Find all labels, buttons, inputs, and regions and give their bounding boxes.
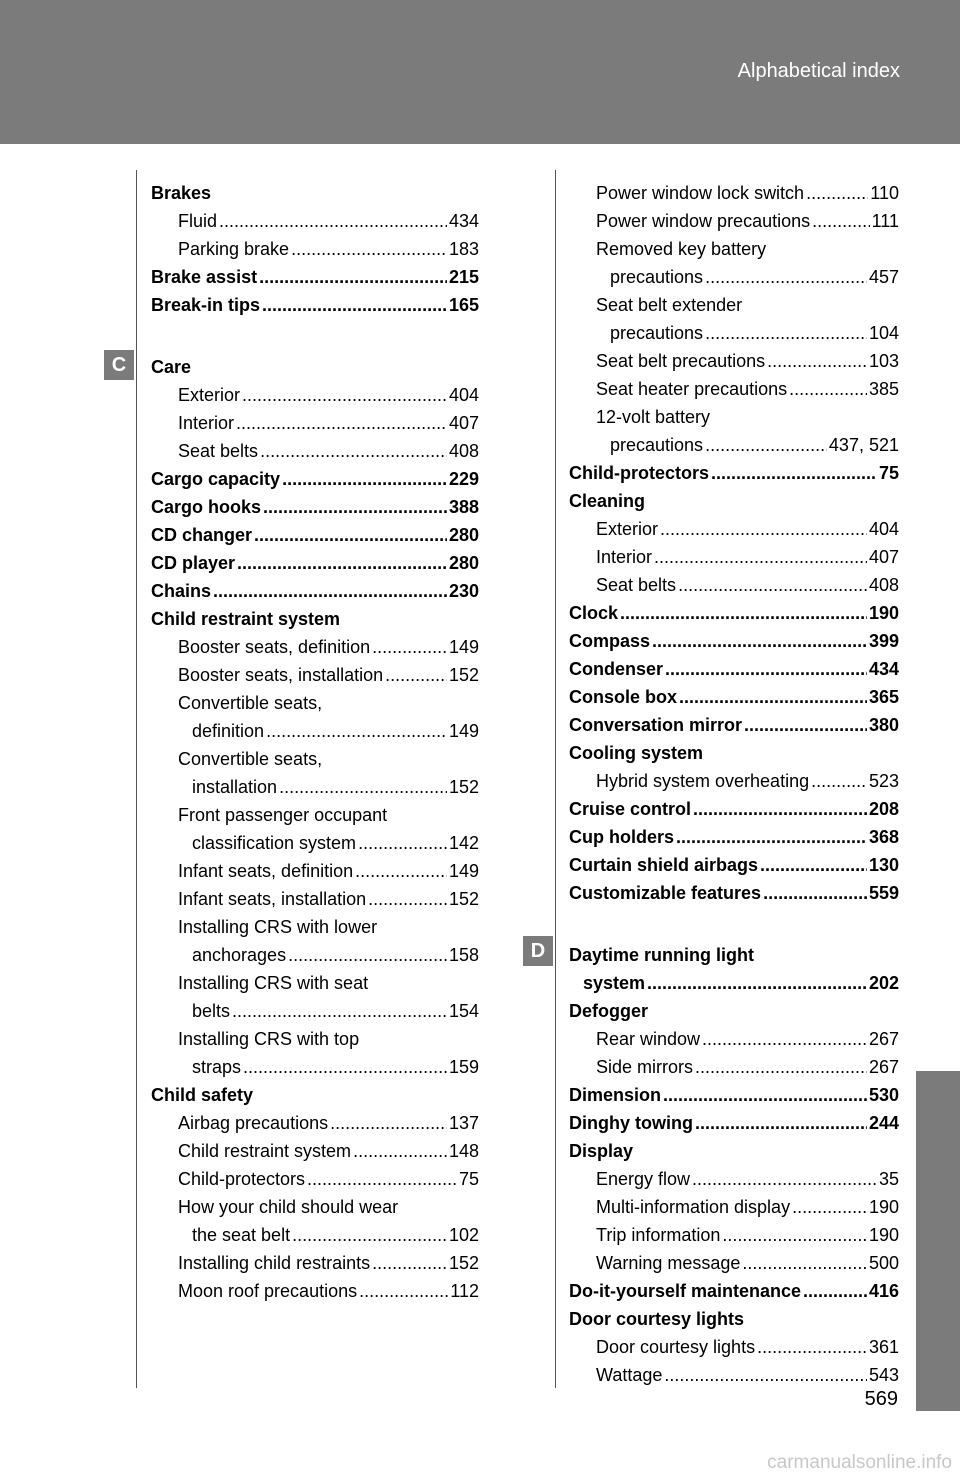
index-entry: system ..... 202 <box>569 969 899 997</box>
index-entry: Compass ..... 399 <box>569 627 899 655</box>
column-divider <box>555 170 556 1388</box>
index-heading: Child restraint system <box>151 609 341 629</box>
index-entry: Curtain shield airbags ..... 130 <box>569 851 899 879</box>
index-entry: Chains ..... 230 <box>151 577 479 605</box>
watermark: carmanualsonline.info <box>767 1452 952 1473</box>
index-subentry: definition ..... 149 <box>151 717 479 745</box>
index-subentry: Removed key battery <box>596 239 767 259</box>
index-subentry: Airbag precautions ..... 137 <box>151 1109 479 1137</box>
index-subentry: Seat belt extender <box>596 295 743 315</box>
index-subentry: Installing CRS with seat <box>178 973 369 993</box>
index-subentry: Exterior ..... 404 <box>151 381 479 409</box>
index-subentry: Installing CRS with lower <box>178 917 378 937</box>
index-subentry: Rear window ..... 267 <box>569 1025 899 1053</box>
index-subentry: Seat belts ..... 408 <box>151 437 479 465</box>
index-subentry: Booster seats, definition ..... 149 <box>151 633 479 661</box>
index-entry: CD changer ..... 280 <box>151 521 479 549</box>
index-heading: Cleaning <box>569 491 646 511</box>
index-subentry: Seat heater precautions ..... 385 <box>569 375 899 403</box>
index-subentry: Hybrid system overheating ..... 523 <box>569 767 899 795</box>
index-subentry: the seat belt ..... 102 <box>151 1221 479 1249</box>
index-subentry: 12-volt battery <box>596 407 711 427</box>
index-entry: Console box ..... 365 <box>569 683 899 711</box>
index-subentry: Infant seats, installation ..... 152 <box>151 885 479 913</box>
index-subentry: Child-protectors ..... 75 <box>151 1165 479 1193</box>
index-entry: Cargo capacity ..... 229 <box>151 465 479 493</box>
index-subentry: Installing child restraints ..... 152 <box>151 1249 479 1277</box>
index-entry: Dimension ..... 530 <box>569 1081 899 1109</box>
index-subentry: precautions ..... 457 <box>569 263 899 291</box>
page-header <box>0 0 960 144</box>
index-subentry: Convertible seats, <box>178 693 323 713</box>
index-heading: Child safety <box>151 1085 254 1105</box>
index-subentry: Convertible seats, <box>178 749 323 769</box>
side-thumb-tab <box>916 1071 960 1411</box>
index-subentry: Side mirrors ..... 267 <box>569 1053 899 1081</box>
index-heading: Care <box>151 357 192 377</box>
index-entry: Break-in tips ..... 165 <box>151 291 479 319</box>
index-subentry: Energy flow ..... 35 <box>569 1165 899 1193</box>
index-subentry: Parking brake ..... 183 <box>151 235 479 263</box>
section-letter-c: C <box>104 350 134 380</box>
index-subentry: precautions ..... 437, 521 <box>569 431 899 459</box>
index-entry: CD player ..... 280 <box>151 549 479 577</box>
page-number: 569 <box>864 1388 898 1410</box>
index-entry: Conversation mirror ..... 380 <box>569 711 899 739</box>
index-subentry: Interior ..... 407 <box>151 409 479 437</box>
index-subentry: Wattage ..... 543 <box>569 1361 899 1389</box>
index-subentry: Child restraint system ..... 148 <box>151 1137 479 1165</box>
index-entry: Clock ..... 190 <box>569 599 899 627</box>
index-entry: Cargo hooks ..... 388 <box>151 493 479 521</box>
index-subentry: Trip information ..... 190 <box>569 1221 899 1249</box>
index-subentry: belts ..... 154 <box>151 997 479 1025</box>
index-column-1 <box>151 179 479 1305</box>
left-rule <box>136 170 137 1388</box>
index-heading: Display <box>569 1141 634 1161</box>
index-subentry: Moon roof precautions ..... 112 <box>151 1277 479 1305</box>
index-subentry: Fluid ..... 434 <box>151 207 479 235</box>
index-column-2 <box>569 179 899 1389</box>
index-subentry: Seat belts ..... 408 <box>569 571 899 599</box>
index-subentry: installation ..... 152 <box>151 773 479 801</box>
index-subentry: Interior ..... 407 <box>569 543 899 571</box>
index-entry: Child-protectors ..... 75 <box>569 459 899 487</box>
index-subentry: anchorages ..... 158 <box>151 941 479 969</box>
index-subentry: Warning message ..... 500 <box>569 1249 899 1277</box>
index-heading: Defogger <box>569 1001 649 1021</box>
index-subentry: classification system ..... 142 <box>151 829 479 857</box>
index-subentry: Front passenger occupant <box>178 805 388 825</box>
index-subentry: Power window precautions ..... 111 <box>569 207 899 235</box>
index-heading: Brakes <box>151 183 212 203</box>
index-subentry: How your child should wear <box>178 1197 399 1217</box>
index-entry: Brake assist ..... 215 <box>151 263 479 291</box>
index-subentry: Multi-information display ..... 190 <box>569 1193 899 1221</box>
index-subentry: Power window lock switch ..... 110 <box>569 179 899 207</box>
index-subentry: Seat belt precautions ..... 103 <box>569 347 899 375</box>
index-subentry: straps ..... 159 <box>151 1053 479 1081</box>
index-subentry: Infant seats, definition ..... 149 <box>151 857 479 885</box>
index-entry: Cruise control ..... 208 <box>569 795 899 823</box>
index-subentry: Booster seats, installation ..... 152 <box>151 661 479 689</box>
index-subentry: Door courtesy lights ..... 361 <box>569 1333 899 1361</box>
index-subentry: Exterior ..... 404 <box>569 515 899 543</box>
index-entry: Do-it-yourself maintenance ..... 416 <box>569 1277 899 1305</box>
index-subentry: Installing CRS with top <box>178 1029 360 1049</box>
section-letter-d: D <box>523 936 553 966</box>
index-heading: Daytime running light <box>569 945 755 965</box>
index-heading: Cooling system <box>569 743 704 763</box>
index-entry: Dinghy towing ..... 244 <box>569 1109 899 1137</box>
index-heading: Door courtesy lights <box>569 1309 745 1329</box>
index-entry: Cup holders ..... 368 <box>569 823 899 851</box>
index-entry: Customizable features ..... 559 <box>569 879 899 907</box>
header-title: Alphabetical index <box>737 60 900 82</box>
index-subentry: precautions ..... 104 <box>569 319 899 347</box>
index-entry: Condenser ..... 434 <box>569 655 899 683</box>
